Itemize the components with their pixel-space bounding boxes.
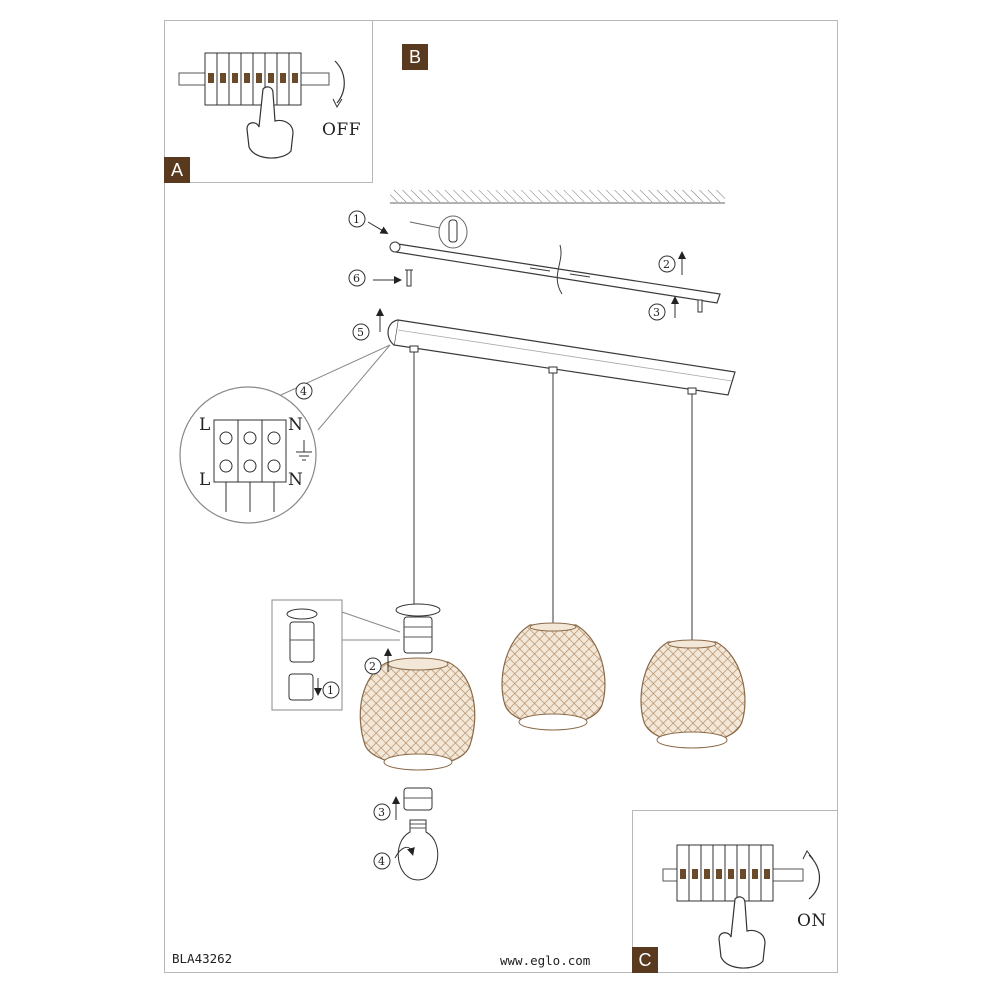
panel-c-tag: C (632, 947, 658, 973)
step-marker (353, 312, 380, 340)
terminal-label-top-left: L (199, 415, 211, 435)
wiring-magnifier (180, 345, 390, 523)
canopy-bar (388, 320, 735, 395)
hand-icon (715, 891, 775, 971)
switch-on-label: ON (797, 911, 827, 931)
ceiling (390, 190, 725, 203)
svg-text:2: 2 (663, 258, 670, 271)
svg-text:6: 6 (353, 272, 360, 285)
svg-text:4: 4 (378, 855, 385, 868)
svg-text:4: 4 (300, 385, 307, 398)
model-code: BLA43262 (172, 951, 233, 966)
svg-text:3: 3 (378, 806, 385, 819)
step-marker (349, 270, 398, 286)
pendant-cables (410, 346, 696, 640)
dowel-icon (410, 216, 467, 248)
lamp-socket-icon (404, 788, 432, 810)
terminal-label-bottom-left: L (199, 470, 211, 490)
panel-b-tag: B (402, 44, 428, 70)
step-marker (649, 300, 675, 320)
svg-text:1: 1 (353, 213, 360, 226)
website-link[interactable]: www.eglo.com (500, 953, 591, 968)
svg-text:1: 1 (327, 684, 334, 697)
step-marker (296, 383, 312, 399)
svg-text:2: 2 (369, 660, 376, 673)
bulb-icon (398, 820, 438, 880)
mounting-bracket (390, 242, 720, 303)
terminal-label-bottom-right: N (288, 470, 303, 490)
step-marker (349, 211, 385, 232)
svg-text:3: 3 (653, 306, 660, 319)
panel-c-switch-on (632, 810, 838, 973)
rattan-shade (502, 623, 605, 730)
step-marker (374, 800, 396, 820)
rattan-shade (360, 604, 475, 770)
terminal-label-top-right: N (288, 415, 303, 435)
hand-icon (243, 81, 303, 161)
step-marker (659, 255, 682, 275)
rattan-shade (641, 640, 745, 748)
panel-a-switch-off (164, 20, 373, 183)
svg-text:5: 5 (357, 326, 364, 339)
panel-a-tag: A (164, 157, 190, 183)
switch-off-label: OFF (322, 120, 362, 140)
